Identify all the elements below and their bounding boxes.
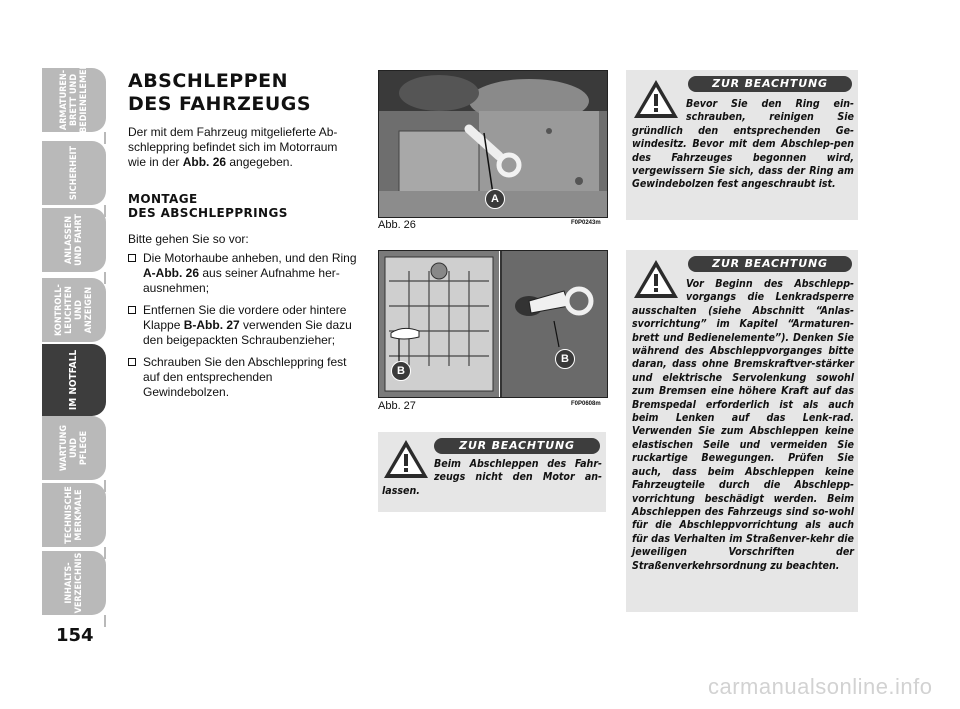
figure-27-front-bumper bbox=[378, 250, 608, 398]
warning-box-towing bbox=[626, 250, 858, 612]
warning-box-ring bbox=[626, 70, 858, 220]
lead-text: Bitte gehen Sie so vor: bbox=[128, 232, 249, 246]
section-subtitle: MONTAGE DES ABSCHLEPPRINGS bbox=[128, 192, 288, 220]
figure-27-caption: Abb. 27 bbox=[378, 400, 416, 412]
warning-text: Beim Abschleppen des Fahr-zeugs nicht den Motor an-lassen. bbox=[382, 458, 602, 497]
sidebar-tab-im-notfall[interactable]: IM NOTFALL bbox=[42, 344, 106, 416]
checkbox-bullet-icon bbox=[128, 306, 136, 314]
tab-divider bbox=[104, 615, 106, 627]
sidebar-tab-technische-merkmale[interactable]: TECHNISCHE MERKMALE bbox=[42, 483, 106, 547]
figure-27-code: F0P0608m bbox=[571, 401, 601, 407]
page-number: 154 bbox=[56, 625, 94, 646]
marker-b-left: B bbox=[391, 361, 411, 381]
sidebar-tab-wartung[interactable]: WARTUNG UND PFLEGE bbox=[42, 416, 106, 480]
figure-26-engine-bay bbox=[378, 70, 608, 218]
tab-divider bbox=[104, 547, 106, 559]
figure-26-caption: Abb. 26 bbox=[378, 219, 416, 231]
sidebar-tab-sicherheit[interactable]: SICHERHEIT bbox=[42, 141, 106, 205]
warning-text: Vor Beginn des Abschlepp-vorgangs die Lenkradsperre ausschalten (siehe Abschnitt “Anlas-svorrichtung” im Kapitel “Armaturen-brett und Bedienelemente”). Denken Sie während des Abschleppvorganges bitte daran, dass ohne Bremskraftver-stärker und elektrische Servolenkung sowohl zum Bremsen eine höhere Kraft auf das Bremspedal erforderlich ist als auch beim Lenken auf das Lenk-rad. Verwenden Sie zum Abschleppen keine elastischen Seile und vermeiden Sie ruckartige Bewegungen. Prüfen Sie auch, dass beim Abschleppen keine Fahrzeugteile durch die Abschlepp-vorrichtung beschädigt werden. Beim Abschleppen des Fahrzeugs sind so-wohl für die Abschleppvorrichtung als auch für das Verhalten im Straßenver-kehr die jeweiligen Vorschriften der Straßenverkehrsordnung zu beachten. bbox=[632, 278, 854, 572]
list-item: Schrauben Sie den Abschleppring fest auf den entsprechenden Gewindebolzen. bbox=[128, 355, 358, 400]
warning-heading: ZUR BEACHTUNG bbox=[688, 76, 852, 92]
warning-box-motor bbox=[378, 432, 606, 512]
front-bumper-illustration bbox=[379, 251, 607, 397]
watermark: carmanualsonline.info bbox=[708, 674, 933, 699]
marker-b-right: B bbox=[555, 349, 575, 369]
warning-heading: ZUR BEACHTUNG bbox=[688, 256, 852, 272]
warning-heading: ZUR BEACHTUNG bbox=[434, 438, 600, 454]
figure-26-code: F0P0243m bbox=[571, 220, 601, 226]
warning-text: Bevor Sie den Ring ein-schrauben, reinigen Sie gründlich den entsprechenden Ge-windesitz. Bevor mit dem Abschlep-pen des Fahrzeuges begonnen wird, vergewissern Sie sich, dass der Ring am Gewindebolzen fest angeschraubt ist. bbox=[632, 98, 854, 191]
checkbox-bullet-icon bbox=[128, 254, 136, 262]
tab-divider bbox=[104, 272, 106, 284]
marker-a: A bbox=[485, 189, 505, 209]
sidebar-tab-anlassen[interactable]: ANLASSEN UND FAHRT bbox=[42, 208, 106, 272]
list-item: Die Motorhaube anheben, und den Ring A-Abb. 26 aus seiner Aufnahme her-ausnehmen; bbox=[128, 251, 358, 296]
sidebar-tab-inhaltsverzeichnis[interactable]: INHALTS- VERZEICHNIS bbox=[42, 551, 106, 615]
tab-divider bbox=[104, 132, 106, 144]
list-item: Entfernen Sie die vordere oder hintere Klappe B-Abb. 27 verwenden Sie dazu den beigepackten Schraubenzieher; bbox=[128, 303, 358, 348]
sidebar-tab-armaturenbrett[interactable]: ARMATUREN- BRETT UND BEDIENELEMENTE bbox=[42, 68, 106, 132]
sidebar-tab-kontrollleuchten[interactable]: KONTROLL- LEUCHTEN UND ANZEIGEN bbox=[42, 278, 106, 342]
page-title: ABSCHLEPPEN DES FAHRZEUGS bbox=[128, 70, 312, 115]
checkbox-bullet-icon bbox=[128, 358, 136, 366]
steps-list bbox=[128, 251, 358, 407]
intro-paragraph: Der mit dem Fahrzeug mitgelieferte Ab-schleppring befindet sich im Motorraum wie in der Abb. 26 angegeben. bbox=[128, 125, 338, 169]
